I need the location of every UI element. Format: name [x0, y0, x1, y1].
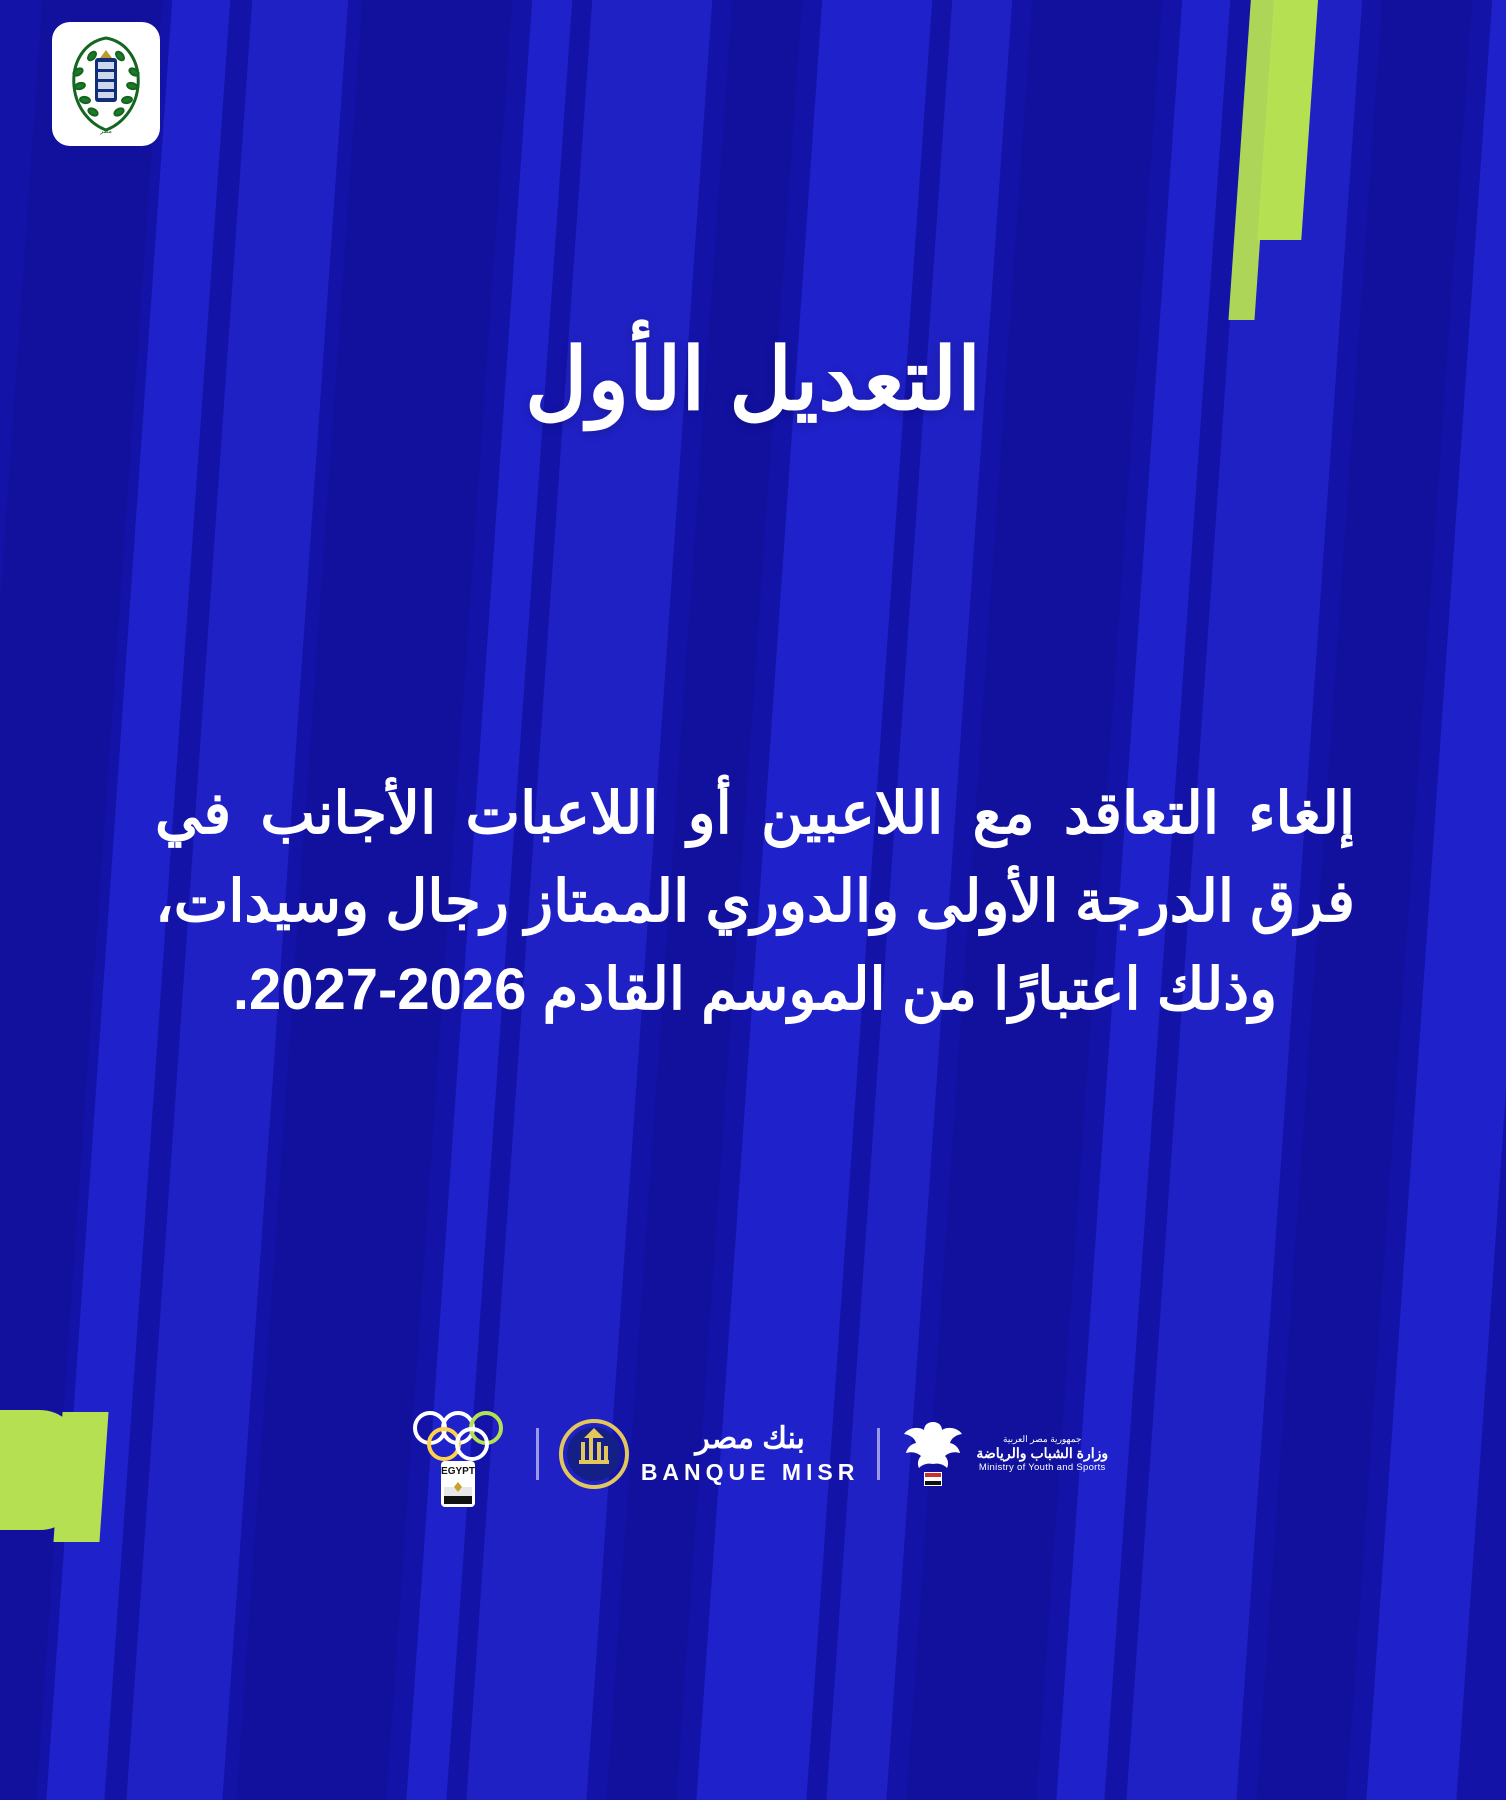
- banque-misr-arabic-label: بنك مصر: [695, 1422, 805, 1455]
- logo-divider-2: [877, 1428, 880, 1480]
- ministry-of-youth-and-sports-logo: [898, 1414, 1108, 1494]
- svg-text:مصر: مصر: [100, 129, 112, 135]
- ministry-line3: Ministry of Youth and Sports: [978, 1462, 1106, 1474]
- logo-divider: [536, 1428, 539, 1480]
- ministry-emblem-icon: [62, 32, 150, 136]
- banque-misr-english-label: BANQUE MISR: [640, 1459, 860, 1485]
- ministry-emblem-badge: [52, 22, 160, 146]
- banque-misr-emblem-icon: [557, 1412, 631, 1496]
- page-title: التعديل الأول: [525, 332, 981, 428]
- ministry-line2: وزارة الشباب والرياضة: [976, 1444, 1109, 1461]
- olympic-rings-icon: [398, 1398, 518, 1510]
- footer-logo-strip: [0, 1398, 1506, 1510]
- egypt-eagle-icon: [898, 1414, 968, 1494]
- olympic-country-label: EGYPT: [440, 1466, 475, 1477]
- banque-misr-logo: [557, 1412, 860, 1496]
- announcement-body: إلغاء التعاقد مع اللاعبين أو اللاعبات الأجانب في فرق الدرجة الأولى والدوري الممتاز رجال وسيدات، وذلك اعتبارًا من الموسم القادم 2026-2027.: [155, 781, 1355, 1023]
- egyptian-olympic-committee-logo: [398, 1398, 518, 1510]
- ministry-line1: جمهورية مصر العربية: [1003, 1433, 1082, 1444]
